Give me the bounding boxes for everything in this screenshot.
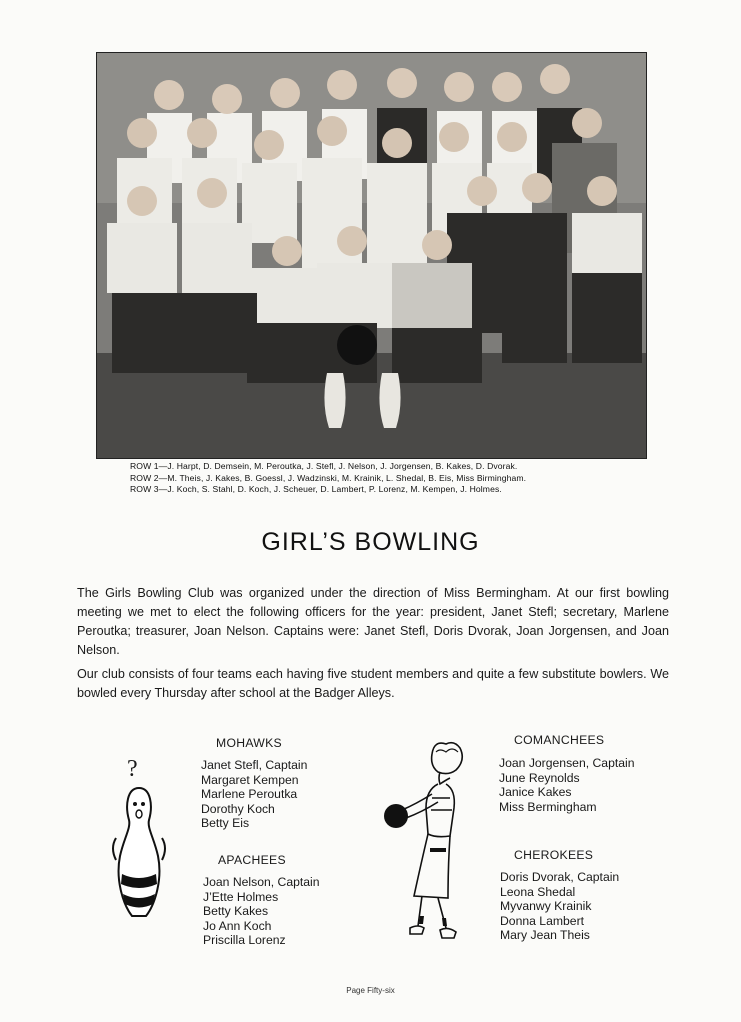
roster-member: Betty Kakes [203, 904, 269, 919]
caption-row-2: ROW 2—M. Theis, J. Kakes, B. Goessl, J. Wadzinski, M. Krainik, L. Shedal, B. Eis, Miss Birmingham. [130, 472, 527, 483]
roster-member: Priscilla Lorenz [203, 933, 286, 948]
roster-member: Janice Kakes [499, 785, 572, 800]
club-paragraph: Our club consists of four teams each having five student members and quite a few substitute bowlers. We bowled every Thursday after school at the Badger Alleys. [77, 667, 669, 700]
roster-member: J’Ette Holmes [203, 889, 279, 904]
roster-member: Jo Ann Koch [203, 918, 272, 933]
caption-row-3: ROW 3—J. Koch, S. Stahl, D. Koch, J. Scheuer, D. Lambert, P. Lorenz, M. Kempen, J. Holmes. [130, 484, 502, 494]
page-number: Page Fifty-six [346, 986, 395, 995]
team-name-comanchees: COMANCHEES [514, 733, 605, 747]
bowler-girl-sketch-icon [376, 738, 482, 944]
group-photo [96, 52, 647, 459]
bowling-pin-drawing [104, 756, 174, 926]
roster-member: Joan Nelson, Captain [203, 875, 320, 889]
roster-member: Betty Eis [201, 816, 250, 831]
team-name-cherokees: CHEROKEES [514, 848, 594, 862]
roster-comanchees [499, 756, 635, 814]
photo-caption [130, 461, 650, 496]
roster-member: Doris Dvorak, Captain [500, 870, 620, 884]
team-name-apachees: APACHEES [218, 853, 286, 867]
bowler-girl-drawing [376, 738, 482, 944]
group-photo-image [97, 53, 646, 458]
roster-member: Dorothy Koch [201, 801, 275, 816]
team-name-mohawks: MOHAWKS [216, 736, 282, 750]
caption-row-1: ROW 1—J. Harpt, D. Demsein, M. Peroutka, J. Stefl, J. Nelson, J. Jorgensen, B. Kakes, D. Dvorak. [130, 461, 518, 471]
roster-member: Mary Jean Theis [500, 928, 590, 943]
roster-cherokees [500, 870, 619, 943]
roster-member: Miss Bermingham [499, 799, 597, 814]
bowling-pin-cartoon-icon [104, 756, 174, 926]
roster-member: Joan Jorgensen, Captain [499, 756, 635, 770]
roster-member: Myvanwy Krainik [500, 899, 592, 914]
roster-member: June Reynolds [499, 770, 580, 785]
roster-member: Donna Lambert [500, 913, 585, 928]
roster-apachees [203, 875, 320, 948]
intro-paragraph: The Girls Bowling Club was organized under the direction of Miss Bermingham. At our first bowling meeting we met to elect the following officers for the year: president, Janet Stefl; secretary, Marlene Peroutka; treasurer, Joan Nelson. Captains were: Janet Stefl, Doris Dvorak, Joan Jorgensen, and Joan Nelson. [77, 586, 669, 657]
question-mark: ? [127, 756, 138, 782]
roster-mohawks [201, 758, 307, 831]
roster-member: Marlene Peroutka [201, 787, 298, 802]
page-title: GIRL’S BOWLING [261, 528, 480, 556]
roster-member: Margaret Kempen [201, 772, 299, 787]
roster-member: Janet Stefl, Captain [201, 758, 308, 772]
roster-member: Leona Shedal [500, 884, 576, 899]
